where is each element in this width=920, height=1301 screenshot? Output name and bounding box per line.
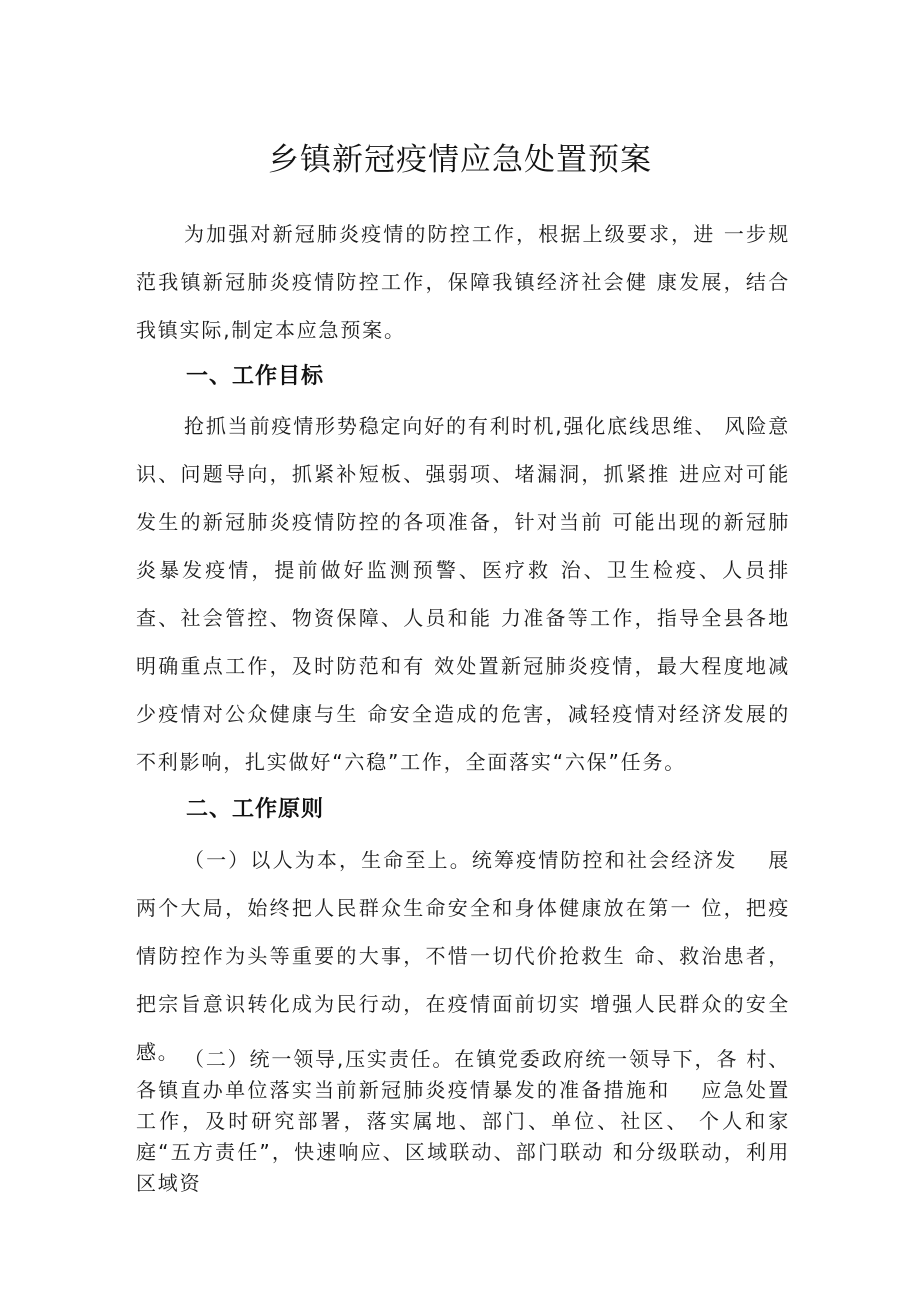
principle-1-paragraph: （一）以人为本，生命至上。统筹疫情防控和社会经济发 展两个大局，始终把人民群众生命安全和身体健康放在第一 位，把疫情防控作为头等重要的大事，不惜一切代价抢救生 命、救治患者，把宗旨意识转化成为民行动，在疫情面前切实 增强人民群众的安全感。 [136,848,790,1064]
intro-paragraph: 为加强对新冠肺炎疫情的防控工作，根据上级要求，进 一步规范我镇新冠肺炎疫情防控工作，保障我镇经济社会健 康发展，结合我镇实际,制定本应急预案。 [136,222,790,342]
principle-2-paragraph: （二）统一领导,压实责任。在镇党委政府统一领导下，各 村、各镇直办单位落实当前新冠肺炎疫情暴发的准备措施和 应急处置工作，及时研究部署，落实属地、部门、单位、社区、 个人和家庭“五方责任”，快速响应、区域联动、部门联动 和分级联动，利用区域资 [136,1047,790,1195]
section-heading-principles: 二、工作原则 [186,797,325,822]
document-title: 乡镇新冠疫情应急处置预案 [268,142,652,178]
section-heading-goals: 一、工作目标 [186,364,325,389]
goals-paragraph: 抢抓当前疫情形势稳定向好的有利时机,强化底线思维、 风险意识、问题导向，抓紧补短板、强弱项、堵漏洞，抓紧推 进应对可能发生的新冠肺炎疫情防控的各项准备，针对当前 可能出现的新冠肺炎暴发疫情，提前做好监测预警、医疗救 治、卫生检疫、人员排查、社会管控、物资保障、人员和能 力准备等工作，指导全县各地明确重点工作，及时防范和有 效处置新冠肺炎疫情，最大程度地减少疫情对公众健康与生 命安全造成的危害，减轻疫情对经济发展的不利影响，扎实做好“六稳”工作，全面落实“六保”任务。 [136,414,790,774]
